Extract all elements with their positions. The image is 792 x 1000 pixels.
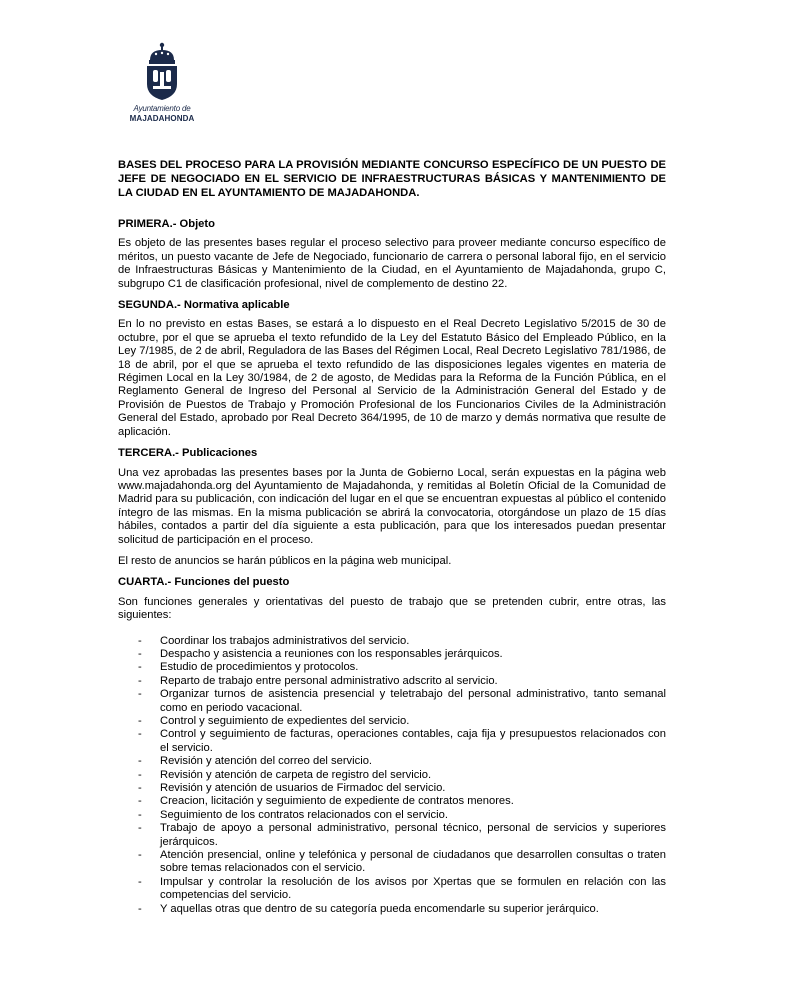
list-bullet: - bbox=[138, 647, 142, 660]
list-item bbox=[118, 648, 666, 661]
document-title: BASES DEL PROCESO PARA LA PROVISIÓN MEDIANTE CONCURSO ESPECÍFICO DE UN PUESTO DE JEFE DE NEGOCIADO EN EL SERVICIO DE INFRAESTRUCTURAS BÁSICAS Y MANTENIMIENTO DE LA CIUDAD EN EL AYUNTAMIENTO DE MAJADAHONDA. bbox=[118, 159, 666, 199]
list-bullet: - bbox=[138, 634, 142, 647]
list-bullet: - bbox=[138, 849, 142, 862]
section-heading-cuarta: CUARTA.- Funciones del puesto bbox=[118, 576, 290, 589]
section-paragraph: En lo no previsto en estas Bases, se estará a lo dispuesto en el Real Decreto Legislativo 5/2015 de 30 de octubre, por el que se aprueba el texto refundido de la Ley del Estatuto Básico del Empleado Público, en la Ley 7/1985, de 2 de abril, Reguladora de las Bases del Régimen Local, Real Decreto Legislativo 781/1986, de 18 de abril, por el que se aprueba el texto refundido de las disposiciones legales vigentes en materia de Régimen Local en la Ley 30/1984, de 2 de agosto, de Medidas para la Reforma de la Función Pública, en el Reglamento General de Ingreso del Personal al Servicio de la Administración General del Estado y de Provisión de Puestos de Trabajo y Promoción Profesional de los Funcionarios Civiles de la Administración General del Estado, aprobado por Real Decreto 364/1995, de 10 de marzo y demás normativa que resulte de aplicación. bbox=[118, 318, 666, 438]
list-item-text: Coordinar los trabajos administrativos del servicio. bbox=[160, 634, 410, 647]
list-bullet: - bbox=[138, 875, 142, 888]
list-item bbox=[118, 876, 666, 903]
crown-coat-of-arms-icon bbox=[140, 42, 184, 102]
list-bullet: - bbox=[138, 822, 142, 835]
list-item bbox=[118, 688, 666, 715]
list-item-text: Estudio de procedimientos y protocolos. bbox=[160, 661, 359, 674]
list-item-text: Reparto de trabajo entre personal administrativo adscrito al servicio. bbox=[160, 674, 498, 687]
logo-line2: MAJADAHONDA bbox=[129, 114, 195, 123]
section-paragraph: El resto de anuncios se harán públicos en la página web municipal. bbox=[118, 554, 452, 567]
list-item-text: Organizar turnos de asistencia presencial y teletrabajo del personal administrativo, tanto semanal como en periodo vacacional. bbox=[160, 688, 666, 714]
list-bullet: - bbox=[138, 768, 142, 781]
list-item-text: Revisión y atención de carpeta de registro del servicio. bbox=[160, 768, 432, 781]
list-item bbox=[118, 715, 666, 728]
logo-line1: Ayuntamiento de bbox=[133, 104, 191, 113]
list-bullet: - bbox=[138, 674, 142, 687]
list-bullet: - bbox=[138, 661, 142, 674]
list-bullet: - bbox=[138, 902, 142, 915]
list-bullet: - bbox=[138, 755, 142, 768]
list-item-text: Atención presencial, online y telefónica y personal de ciudadanos que desarrollen consultas o traten sobre temas relacionados con el servicio. bbox=[160, 849, 666, 875]
list-item bbox=[118, 782, 666, 795]
list-item bbox=[118, 903, 666, 916]
section-paragraph: Son funciones generales y orientativas del puesto de trabajo que se pretenden cubrir, entre otras, las siguientes: bbox=[118, 595, 666, 622]
section-heading-segunda: SEGUNDA.- Normativa aplicable bbox=[118, 299, 290, 312]
ayuntamiento-logo bbox=[122, 42, 202, 126]
list-item-text: Revisión y atención del correo del servicio. bbox=[160, 755, 373, 768]
list-item-text: Impulsar y controlar la resolución de los avisos por Xpertas que se formulen en relación con las competencias del servicio. bbox=[160, 875, 666, 902]
list-bullet: - bbox=[138, 728, 142, 741]
list-item bbox=[118, 849, 666, 876]
section-paragraph: Una vez aprobadas las presentes bases por la Junta de Gobierno Local, serán expuestas en la página web www.majadahonda.org del Ayuntamiento de Majadahonda, y remitidas al Boletín Oficial de la Comunidad de Madrid para su publicación, con indicación del lugar en el que se encuentran expuestas al público el contenido íntegro de las mismas. En la misma publicación se abrirá la convocatoria, otorgándose un plazo de 15 días hábiles, contados a partir del día siguiente a esta publicación, para que los interesados puedan presentar solicitud de participación en el proceso. bbox=[118, 466, 666, 546]
section-heading-tercera: TERCERA.- Publicaciones bbox=[118, 447, 258, 460]
list-item bbox=[118, 809, 666, 822]
list-item bbox=[118, 661, 666, 674]
list-item-text: Despacho y asistencia a reuniones con los responsables jerárquicos. bbox=[160, 647, 503, 660]
list-item-text: Creacion, licitación y seguimiento de expediente de contratos menores. bbox=[160, 795, 514, 808]
list-bullet: - bbox=[138, 715, 142, 727]
list-bullet: - bbox=[138, 795, 142, 808]
list-item bbox=[118, 822, 666, 849]
section-paragraph: Es objeto de las presentes bases regular el proceso selectivo para proveer mediante concurso específico de méritos, un puesto vacante de Jefe de Negociado, funcionario de carrera o personal laboral fijo, en el servicio de Infraestructuras Básicas y Mantenimiento de la Ciudad, en el Ayuntamiento de Majadahonda, grupo C, subgrupo C1 de clasificación profesional, nivel de complemento de destino 22. bbox=[118, 237, 666, 290]
list-bullet: - bbox=[138, 782, 142, 795]
list-item-text: Control y seguimiento de facturas, operaciones contables, caja fija y presupuestos relacionados con el servicio. bbox=[160, 728, 666, 754]
list-item bbox=[118, 728, 666, 755]
list-item bbox=[118, 635, 666, 648]
list-item-text: Y aquellas otras que dentro de su categoría pueda encomendarle su superior jerárquico. bbox=[160, 902, 599, 915]
list-item-text: Trabajo de apoyo a personal administrativo, personal técnico, personal de servicios y superiores jerárquicos. bbox=[160, 822, 666, 848]
list-item bbox=[118, 769, 666, 782]
list-item-text: Revisión y atención de usuarios de Firmadoc del servicio. bbox=[160, 782, 446, 795]
list-item bbox=[118, 755, 666, 768]
list-bullet: - bbox=[138, 688, 142, 701]
list-item-text: Seguimiento de los contratos relacionados con el servicio. bbox=[160, 808, 448, 821]
list-item bbox=[118, 795, 666, 808]
list-item-text: Control y seguimiento de expedientes del servicio. bbox=[160, 715, 410, 727]
list-bullet: - bbox=[138, 808, 142, 821]
document-body bbox=[118, 158, 666, 916]
funciones-list bbox=[118, 635, 666, 917]
section-heading-primera: PRIMERA.- Objeto bbox=[118, 218, 215, 230]
list-item bbox=[118, 675, 666, 688]
